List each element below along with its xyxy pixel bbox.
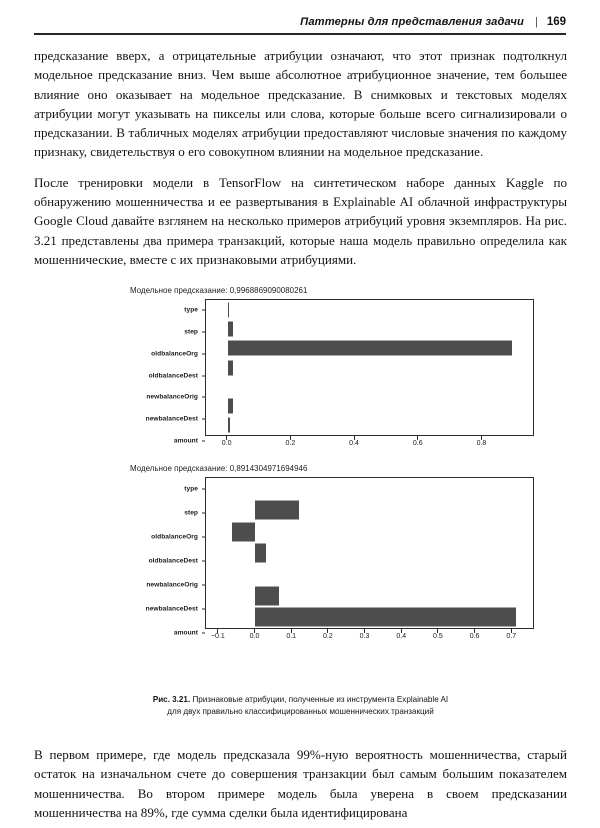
plot-wrap-first bbox=[145, 299, 534, 452]
y-axis-label-amount: amount bbox=[173, 437, 198, 445]
page-number: 169 bbox=[546, 16, 566, 28]
y-axis-label-type: type bbox=[184, 306, 198, 314]
y-axis-label-oldbalanceorg: oldbalanceOrg bbox=[151, 350, 198, 358]
x-axis-second bbox=[205, 629, 534, 645]
x-axis-label: 0.1 bbox=[286, 633, 297, 640]
bar-amount bbox=[228, 418, 231, 433]
plot-area-first bbox=[205, 299, 534, 436]
bar-oldbalancedest bbox=[228, 360, 234, 375]
bar-newbalancedest bbox=[255, 586, 279, 605]
chart-second-transaction bbox=[34, 464, 567, 645]
x-axis-label: −0.1 bbox=[210, 633, 225, 640]
y-axis-label-step: step bbox=[184, 328, 198, 336]
plot-area-second bbox=[205, 477, 534, 629]
running-head-title: Паттерны для представления задачи bbox=[300, 16, 524, 28]
bar-step bbox=[255, 501, 299, 520]
figure-3-21 bbox=[34, 286, 567, 645]
body-paragraph-2: После тренировки модели в TensorFlow на синтетическом наборе данных Kaggle по обнаружению мошенничества и ее развертывания в Explainable AI облачной инфраструктуры Google Cloud давайте взглянем на несколько примеров атрибуций уровня экземпляров. На рис. 3.21 представлены два примера транзакций, которые наша модель правильно определила как мошеннические, вместе с их признаковыми атрибуциями. bbox=[34, 174, 567, 267]
x-axis-label: 0.7 bbox=[506, 633, 517, 640]
figure-caption-line2: для двух правильно классифицированных мошеннических транзакций bbox=[167, 707, 434, 717]
chart-first-transaction bbox=[34, 286, 567, 452]
y-axis-label-oldbalancedest: oldbalanceDest bbox=[148, 557, 198, 565]
y-axis-labels-first bbox=[37, 299, 205, 452]
chart-spacer bbox=[34, 452, 567, 464]
x-axis-label: 0.6 bbox=[412, 440, 423, 447]
x-axis-label: 0.8 bbox=[476, 440, 487, 447]
running-head bbox=[34, 16, 566, 42]
bar-step bbox=[228, 321, 233, 336]
body-paragraph-1: предсказание вверх, а отрицательные атрибуции означают, что этот признак подтолкнул модельное предсказание вниз. Чем выше абсолютное атрибуционное значение, тем большее влияние оно оказывает на модельное предсказание. В снимковых и текстовых моделях атрибуции могут указывать на пикселы или слова, которые больше всего сигнализировали о предсказании. В табличных моделях атрибуции предоставляют числовые значения по каждому признаку, свидетельствуя о его совокупном влиянии на модельное предсказание. bbox=[34, 48, 567, 160]
y-axis-label-amount: amount bbox=[173, 629, 198, 637]
running-head-separator: | bbox=[534, 16, 538, 28]
figure-caption-label: Рис. 3.21. bbox=[152, 695, 191, 704]
y-axis-label-newbalancedest: newbalanceDest bbox=[145, 415, 198, 423]
y-axis-label-newbalancedest: newbalanceDest bbox=[145, 605, 198, 613]
plot-wrap-second bbox=[145, 477, 534, 645]
bar-oldbalanceorg bbox=[228, 341, 513, 356]
x-axis-label: 0.4 bbox=[396, 633, 407, 640]
bar-type bbox=[228, 302, 230, 317]
paragraph-block-top bbox=[34, 46, 567, 269]
y-axis-label-oldbalanceorg: oldbalanceOrg bbox=[151, 533, 198, 541]
y-axis-labels-second bbox=[37, 477, 205, 645]
chart-title-second: Модельное предсказание: 0,8914304971694946 bbox=[130, 464, 308, 473]
y-axis-label-step: step bbox=[184, 509, 198, 517]
bar-amount bbox=[255, 608, 516, 627]
paragraph-block-bottom bbox=[34, 745, 567, 822]
bar-oldbalanceorg bbox=[232, 522, 256, 541]
x-axis-first bbox=[205, 436, 534, 452]
x-axis-label: 0.3 bbox=[359, 633, 370, 640]
x-axis-label: 0.2 bbox=[322, 633, 333, 640]
figure-caption bbox=[34, 694, 567, 719]
x-axis-label: 0.2 bbox=[285, 440, 296, 447]
bar-oldbalancedest bbox=[255, 544, 266, 563]
x-axis-label: 0.0 bbox=[249, 633, 260, 640]
header-divider bbox=[34, 33, 566, 35]
y-axis-label-oldbalancedest: oldbalanceDest bbox=[148, 372, 198, 379]
x-axis-label: 0.4 bbox=[349, 440, 359, 447]
y-axis-label-type: type bbox=[184, 485, 198, 493]
x-axis-label: 0.0 bbox=[221, 440, 232, 447]
x-axis-label: 0.6 bbox=[469, 633, 480, 640]
bar-newbalancedest bbox=[228, 399, 233, 414]
x-axis-label: 0.5 bbox=[433, 633, 443, 640]
y-axis-label-newbalanceorig: newbalanceOrig bbox=[146, 393, 198, 401]
figure-caption-line1: Признаковые атрибуции, полученные из инструмента Explainable AI bbox=[192, 695, 449, 704]
y-axis-label-newbalanceorig: newbalanceOrig bbox=[146, 581, 198, 589]
chart-title-first: Модельное предсказание: 0,9968869090080261 bbox=[130, 286, 308, 295]
body-paragraph-3: В первом примере, где модель предсказала 99%-ную вероятность мошенничества, старый остаток на изначальном счете до совершения транзакции был самым большим показателем мошенничества. Во втором примере модель была уверена в своем предсказании мошенничества на 89%, где сумма сделки была идентифицирована bbox=[34, 747, 567, 820]
